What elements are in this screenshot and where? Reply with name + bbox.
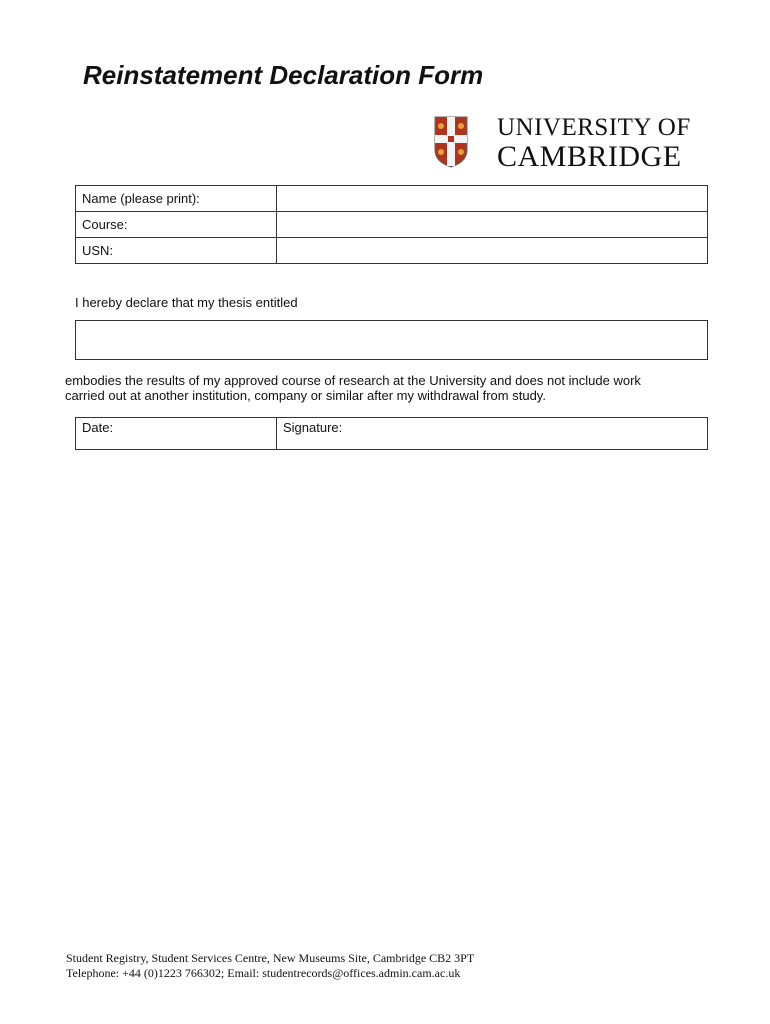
university-logo bbox=[432, 114, 707, 172]
name-label: Name (please print): bbox=[76, 186, 277, 212]
crest-icon bbox=[434, 116, 468, 168]
course-label: Course: bbox=[76, 212, 277, 238]
table-row bbox=[76, 212, 708, 238]
course-field[interactable] bbox=[277, 212, 708, 238]
declaration-line-1: embodies the results of my approved course of research at the University and does not include work bbox=[65, 373, 641, 388]
date-field[interactable] bbox=[76, 418, 277, 450]
table-row bbox=[76, 418, 708, 450]
student-details-table bbox=[75, 185, 708, 264]
declaration-line-2: carried out at another institution, company or similar after my withdrawal from study. bbox=[65, 388, 546, 403]
usn-label: USN: bbox=[76, 238, 277, 264]
declaration-intro: I hereby declare that my thesis entitled bbox=[75, 295, 298, 310]
table-row bbox=[76, 186, 708, 212]
signature-label: Signature: bbox=[283, 420, 343, 435]
usn-field[interactable] bbox=[277, 238, 708, 264]
date-label: Date: bbox=[82, 420, 114, 435]
table-row bbox=[76, 238, 708, 264]
logo-line2: CAMBRIDGE bbox=[497, 140, 682, 173]
logo-line1: UNIVERSITY OF bbox=[497, 114, 691, 141]
name-field[interactable] bbox=[277, 186, 708, 212]
form-title: Reinstatement Declaration Form bbox=[83, 60, 484, 90]
footer-contact: Telephone: +44 (0)1223 766302; Email: studentrecords@offices.admin.cam.ac.uk bbox=[66, 966, 461, 980]
thesis-title-field[interactable] bbox=[75, 320, 708, 360]
date-signature-table bbox=[75, 417, 708, 450]
footer-address: Student Registry, Student Services Centre, New Museums Site, Cambridge CB2 3PT bbox=[66, 951, 475, 965]
signature-field[interactable] bbox=[277, 418, 708, 450]
